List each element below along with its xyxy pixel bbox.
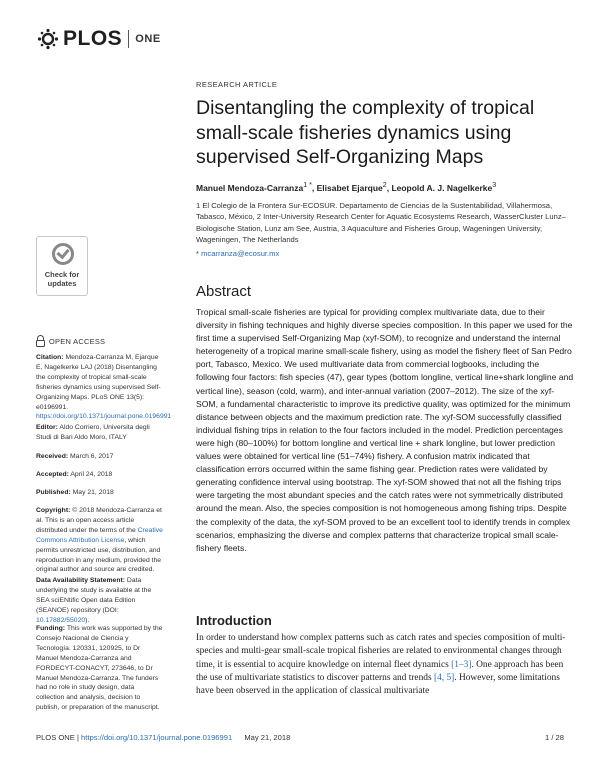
copyright-block <box>36 506 164 575</box>
open-lock-icon <box>36 335 45 347</box>
article-type: RESEARCH ARTICLE <box>196 80 278 89</box>
author-affiliation-marker: 3 <box>492 181 497 189</box>
received-date: March 6, 2017 <box>70 453 114 460</box>
open-access-badge <box>36 335 105 347</box>
footer-doi-link[interactable]: https://doi.org/10.1371/journal.pone.0196991 <box>81 733 233 742</box>
citation-link[interactable]: [4, 5] <box>433 672 455 683</box>
plos-logo-mark-icon <box>36 28 60 50</box>
accepted-block <box>36 470 164 480</box>
copyright-text: © 2018 Mendoza-Carranza et al. This is an open access article distributed under the terms of the <box>36 507 162 534</box>
data-availability-block <box>36 576 164 626</box>
intro-text-part: . One approach has been the use of multivariate statistics to discover patterns and trends <box>196 659 564 683</box>
affiliations: 1 El Colegio de la Frontera Sur-ECOSUR. Departamento de Ciencias de la Sustentabilidad, Villahermosa, Tabasco, México, 2 Inter-University Research Center for Aquatic Ecosystems Research, WasserCluster Lunz–Biologische Station, Lunz am See, Austria, 3 Aquaculture and Fisheries Group, Wageningen University, Wageningen, The Netherlands <box>196 201 566 244</box>
editor-block <box>36 423 164 443</box>
citation-block <box>36 353 172 422</box>
abstract-heading: Abstract <box>196 283 252 300</box>
check-for-updates-badge[interactable] <box>36 236 88 296</box>
footer-date: May 21, 2018 <box>244 733 291 742</box>
logo-journal-text: ONE <box>135 33 161 45</box>
author-separator: , <box>311 182 317 193</box>
author-name: Manuel Mendoza-Carranza <box>196 182 304 193</box>
copyright-text: , which permits unrestricted use, distribution, and reproduction in any medium, provided the original author and source are credited. <box>36 536 162 574</box>
check-for-updates-label: Check for updates <box>44 270 80 288</box>
citation-label: Citation: <box>36 354 64 361</box>
author-name: Leopold A. J. Nagelkerke <box>391 182 493 193</box>
footer-separator: | <box>74 733 82 742</box>
author-separator: , <box>386 182 392 193</box>
introduction-text <box>196 632 576 698</box>
article-title: Disentangling the complexity of tropical small-scale fisheries dynamics using supervised Self-Organizing Maps <box>196 97 535 168</box>
footer-journal: PLOS ONE <box>36 733 75 742</box>
editor-label: Editor: <box>36 424 58 431</box>
published-block <box>36 488 164 498</box>
editor-text: Aldo Corriero, Universita degli Studi di Bari Aldo Moro, ITALY <box>36 424 150 441</box>
license-link[interactable]: Creative Commons Attribution License <box>36 526 163 544</box>
citation-link[interactable]: [1–3] <box>451 659 472 670</box>
funding-text: This work was supported by the Consejo Nacional de Ciencia y Tecnología. 120331, 120925, to Dr Manuel Mendoza-Carranza and FORDECYT-CONACYT, 273646, to Dr Manuel Mendoza-Carranza. The funders had no role in study design, data collection and analysis, decision to publish, or preparation of the manuscript. <box>36 625 163 712</box>
introduction-heading: Introduction <box>196 613 272 628</box>
author-name: Elisabet Ejarque <box>316 182 383 193</box>
data-doi-link[interactable]: 10.17882/55020 <box>36 616 86 624</box>
author-list <box>196 181 576 193</box>
page-number: 1 / 28 <box>545 733 564 742</box>
abstract-text: Tropical small-scale fisheries are typical for providing complex multivariate data, due to their diversity in fishing techniques and highly diverse species composition. In this paper we used for the first time a supervised Self-Organizing Map (xyf-SOM), to recognize and understand the internal heterogeneity of a tropical marine small-scale fishery, using as model the fishery fleet of San Pedro port, Tabasco, Mexico. We used multivariate data from commercial logbooks, including the following four factors: fish species (47), gear types (bottom longline, vertical line+shark longline and vertical line), season (cold, warm), and inter-annual variation (2007–2012). The size of the xyf-SOM, a fundamental characteristic to improve its predictive quality, was optimized for the minimum distance between objects and the maximum prediction rate. The xyf-SOM successfully classified individual fishing trips in relation to the four factors included in the model. Prediction percentages were high (80–100%) for bottom longline and vertical line + shark longline, but lower prediction values were obtained for vertical line (51–74%) fishery. A confusion matrix indicated that classification errors occurred within the same fishing gear. Prediction rates were validated by generating confidence interval using bootstrap. The xyf-SOM showed that not all the fishing trips were targeting the most abundant species and the catch rates were not symmetrically distributed around the mean. Also, the species composition is not homogeneous among fishing trips. Despite the complexity of the data, the xyf-SOM proved to be an excellent tool to identify trends in complex scenarios, emphasizing the diverse and complex patterns that characterize tropical small scale-fishery fleets. <box>196 307 574 553</box>
data-availability-text: Data underlying the study is available at the SEA sciENtific Open data Edition (SEANOE) repository (DOI: <box>36 577 152 614</box>
asterisk-marker: * <box>196 249 202 258</box>
accepted-label: Accepted: <box>36 471 69 478</box>
published-label: Published: <box>36 489 71 496</box>
corresponding-email-line <box>196 249 279 258</box>
logo-divider <box>128 30 129 48</box>
data-availability-end: ). <box>85 616 90 624</box>
corresponding-email-link[interactable]: mcarranza@ecosur.mx <box>201 249 280 258</box>
author-affiliation-marker: 2 <box>382 181 387 189</box>
citation-text: Mendoza-Carranza M, Ejarque E, Nagelkerke LAJ (2018) Disentangling the complexity of tropical small-scale fisheries dynamics using supervised Self-Organizing Maps. PLoS ONE 13(5): e0196991. <box>36 354 161 411</box>
published-date: May 21, 2018 <box>72 489 114 496</box>
footer-left <box>36 733 290 742</box>
accepted-date: April 24, 2018 <box>70 471 113 478</box>
funding-block <box>36 624 164 713</box>
data-availability-label: Data Availability Statement: <box>36 577 126 584</box>
logo-plos-text: PLOS <box>63 27 123 50</box>
open-access-label: OPEN ACCESS <box>49 336 106 346</box>
citation-doi-link[interactable]: https://doi.org/10.1371/journal.pone.0196991 <box>36 413 172 421</box>
intro-text-part: . However, some limitations have been observed in the application of classical multivariate <box>196 672 560 697</box>
plos-one-logo <box>36 28 161 50</box>
received-block <box>36 452 164 462</box>
author-affiliation-marker: 1 * <box>303 181 312 189</box>
copyright-label: Copyright: <box>36 507 71 514</box>
intro-text-part: In order to understand how complex patterns such as catch rates and species composition of multi-species and multi-gear small-scale tropical fisheries are related to environmental changes through time, it is essential to acquire knowledge on internal fleet dynamics <box>196 633 566 670</box>
funding-label: Funding: <box>36 625 66 632</box>
received-label: Received: <box>36 453 69 460</box>
